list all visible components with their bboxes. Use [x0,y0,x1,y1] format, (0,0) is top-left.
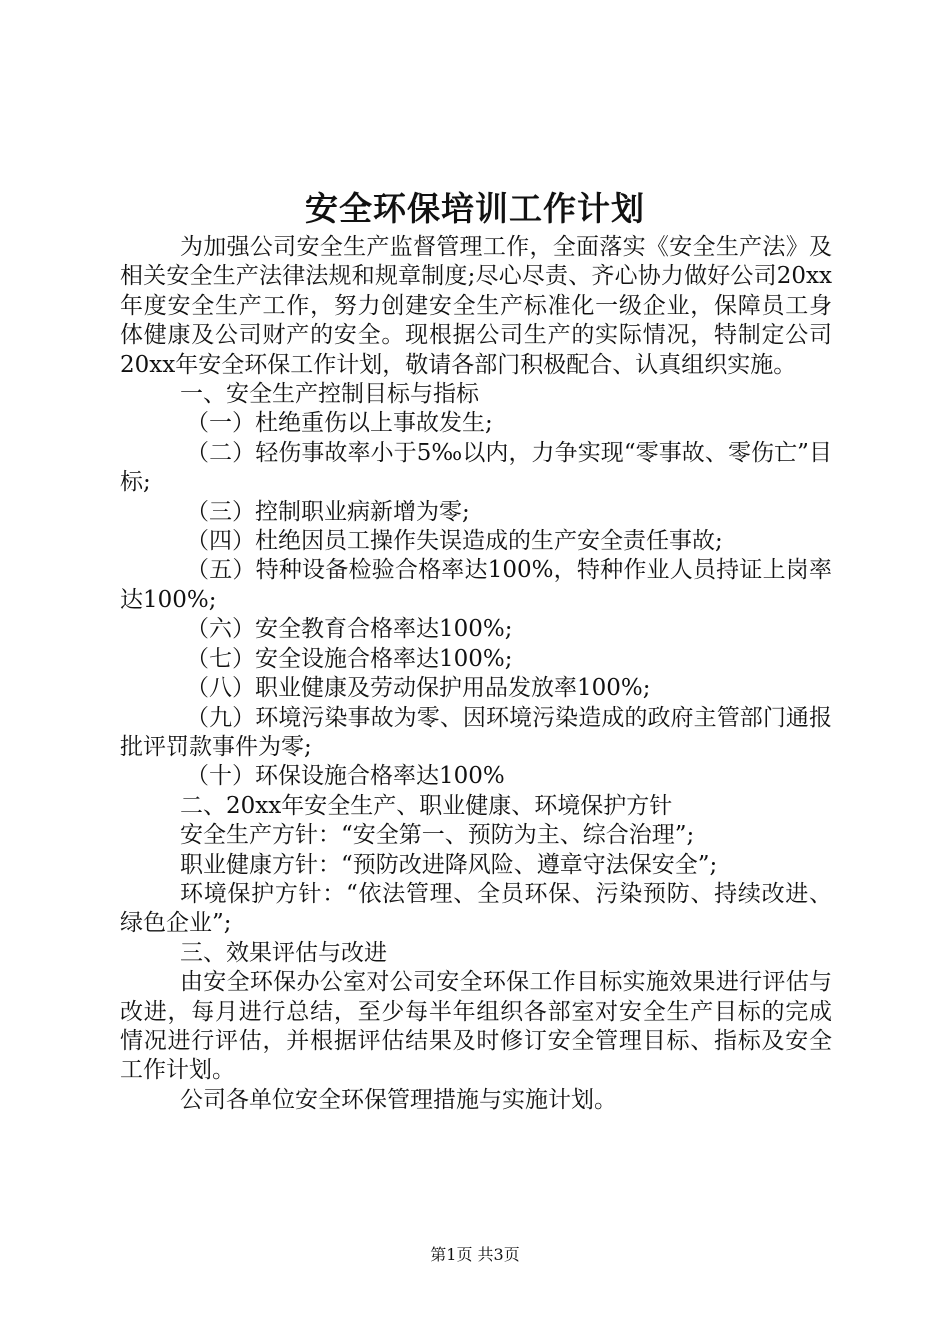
list-item: （七）安全设施合格率达100%; [186,645,513,672]
section-heading-3: 三、效果评估与改进 [180,939,387,966]
policy-environment: 环境保护方针：“依法管理、全员环保、污染预防、持续改进、绿色企业”; [120,880,832,937]
list-item: （十）环保设施合格率达100% [186,763,505,790]
policy-health: 职业健康方针：“预防改进降风险、遵章守法保安全”; [180,851,718,878]
list-item: （三）控制职业病新增为零; [186,498,470,525]
list-item: （五）特种设备检验合格率达100%，特种作业人员持证上岗率达100%; [120,557,832,613]
page-number-footer: 第1页 共3页 [430,1245,520,1264]
list-item: （二）轻伤事故率小于5‰以内，力争实现“零事故、零伤亡”目标; [120,439,832,496]
policy-safety: 安全生产方针：“安全第一、预防为主、综合治理”; [180,822,695,849]
list-item: （八）职业健康及劳动保护用品发放率100%; [186,675,651,702]
section-heading-1: 一、安全生产控制目标与指标 [180,381,479,408]
intro-paragraph: 为加强公司安全生产监督管理工作，全面落实《安全生产法》及相关安全生产法律法规和规章制度;尽心尽责、齐心协力做好公司20xx年度安全生产工作，努力创建安全生产标准化一级企业，保障员工身体健康及公司财产的安全。现根据公司生产的实际情况，特制定公司20xx年安全环保工作计划，敬请各部门积极配合、认真组织实施。 [120,234,832,378]
document-title: 安全环保培训工作计划 [305,189,645,228]
document-body [120,233,832,1115]
list-item: （一）杜绝重伤以上事故发生; [186,410,493,437]
closing-paragraph: 公司各单位安全环保管理措施与实施计划。 [180,1086,617,1113]
list-item: （四）杜绝因员工操作失误造成的生产安全责任事故; [186,528,723,555]
list-item: （九）环境污染事故为零、因环境污染造成的政府主管部门通报批评罚款事件为零; [120,704,832,760]
section-heading-2: 二、20xx年安全生产、职业健康、环境保护方针 [180,792,673,819]
list-item: （六）安全教育合格率达100%; [186,616,513,643]
evaluation-paragraph: 由安全环保办公室对公司安全环保工作目标实施效果进行评估与改进，每月进行总结，至少每半年组织各部室对安全生产目标的完成情况进行评估，并根据评估结果及时修订安全管理目标、指标及安全工作计划。 [120,969,832,1084]
